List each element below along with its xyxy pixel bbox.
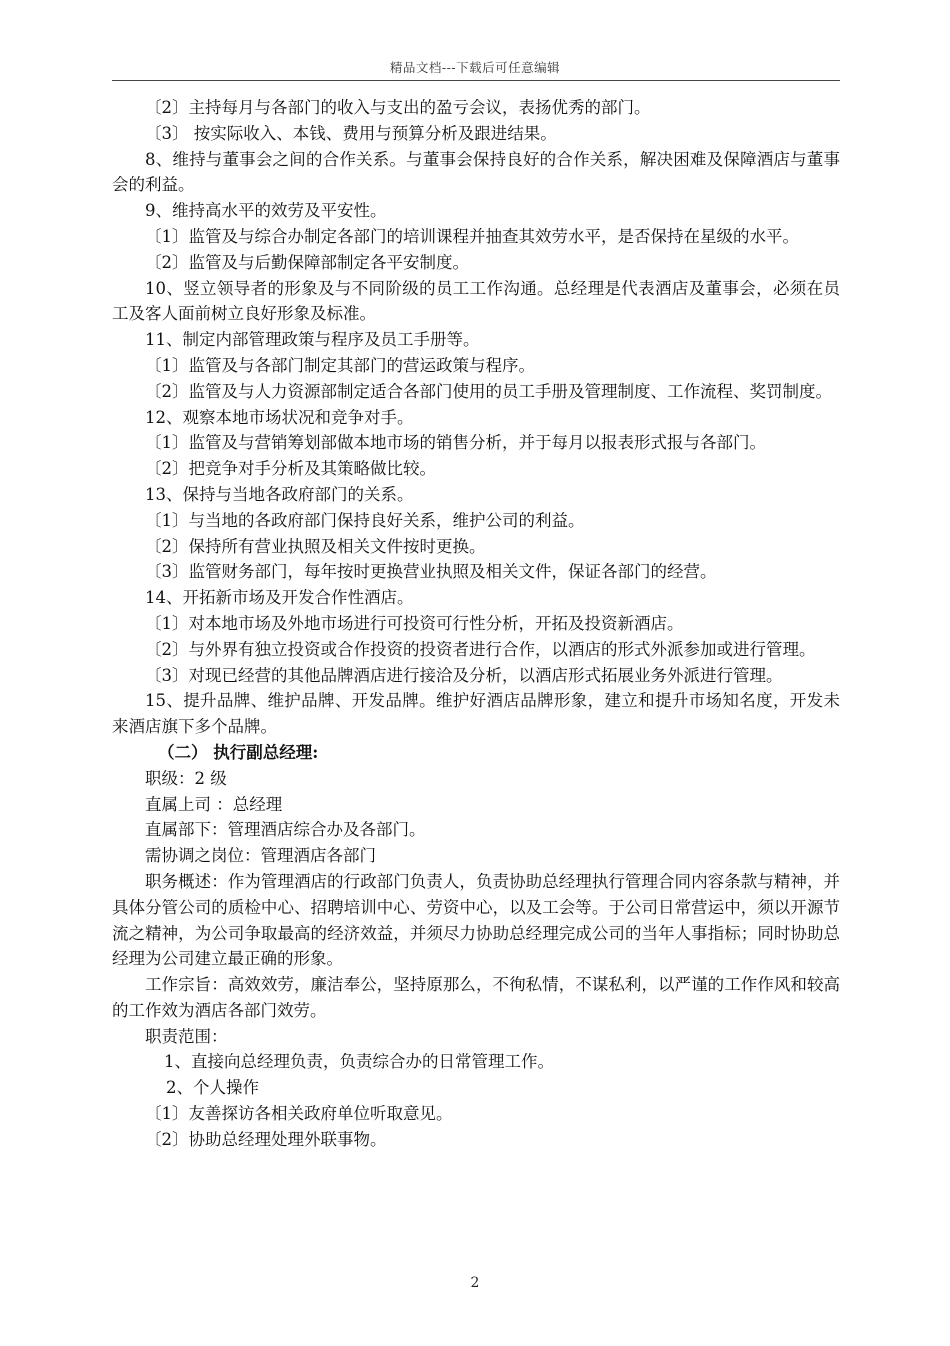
paragraph: 〔1〕监管及与各部门制定其部门的营运政策与程序。 <box>145 355 535 375</box>
paragraph: 直属部下：管理酒店综合办及各部门。 <box>145 820 426 840</box>
paragraph: 〔2〕保持所有营业执照及相关文件按时更换。 <box>145 536 486 556</box>
paragraph: 8、维持与董事会之间的合作关系。与董事会保持良好的合作关系，解决困难及保障酒店与董事会的利益。 <box>112 149 840 195</box>
paragraph: 10、竖立领导者的形象及与不同阶级的员工工作沟通。总经理是代表酒店及董事会，必须在员工及客人面前树立良好形象及标准。 <box>112 278 840 324</box>
page-number: 2 <box>470 1275 480 1291</box>
paragraph: 11、制定内部管理政策与程序及员工手册等。 <box>145 330 480 350</box>
paragraph: 工作宗旨：高效效劳，廉洁奉公，坚持原那么，不徇私情，不谋私利，以严谨的工作作风和较高的工作效为酒店各部门效劳。 <box>112 975 840 1020</box>
paragraph: 〔2〕协助总经理处理外联事物。 <box>145 1129 387 1149</box>
paragraph: 直属上司 ：总经理 <box>145 794 283 814</box>
document-body <box>112 95 840 1153</box>
paragraph: 〔3〕对现已经营的其他品牌酒店进行接洽及分析，以酒店形式拓展业务外派进行管理。 <box>145 665 783 685</box>
section-heading: （二） 执行副总经理: <box>158 742 319 762</box>
paragraph: 13、保持与当地各政府部门的关系。 <box>145 484 414 504</box>
paragraph: 〔1〕监管及与营销筹划部做本地市场的销售分析，并于每月以报表形式报与各部门。 <box>145 433 766 453</box>
page-header: 精品文档---下载后可任意编辑 <box>389 60 561 75</box>
paragraph: 〔2〕主持每月与各部门的收入与支出的盈亏会议，表扬优秀的部门。 <box>145 98 651 117</box>
paragraph: 12、观察本地市场状况和竞争对手。 <box>145 407 414 427</box>
paragraph: 〔1〕与当地的各政府部门保持良好关系，维护公司的利益。 <box>145 510 585 530</box>
paragraph: 〔3〕监管财务部门，每年按时更换营业执照及相关文件，保证各部门的经营。 <box>145 562 717 582</box>
paragraph: 〔3〕 按实际收入、本钱、费用与预算分析及跟进结果。 <box>145 123 557 143</box>
paragraph: 9、维持高水平的效劳及平安性。 <box>145 201 387 221</box>
paragraph: 需协调之岗位：管理酒店各部门 <box>145 846 376 866</box>
paragraph: 〔1〕友善探访各相关政府单位听取意见。 <box>145 1104 453 1124</box>
paragraph: 〔1〕对本地市场及外地市场进行可投资可行性分析，开拓及投资新酒店。 <box>145 613 684 633</box>
paragraph: 2、个人操作 <box>166 1078 259 1098</box>
paragraph: 〔2〕监管及与人力资源部制定适合各部门使用的员工手册及管理制度、工作流程、奖罚制度。 <box>145 381 832 401</box>
paragraph: 〔2〕监管及与后勤保障部制定各平安制度。 <box>145 252 469 272</box>
header-rule <box>112 80 840 81</box>
paragraph: 职级：2 级 <box>145 768 227 788</box>
paragraph: 职务概述：作为管理酒店的行政部门负责人，负责协助总经理执行管理合同内容条款与精神，并具体分管公司的质检中心、招聘培训中心、劳资中心，以及工会等。于公司日常营运中，须以开源节流之精神，为公司争取最高的经济效益，并须尽力协助总经理完成公司的当年人事指标；同时协助总经理为公司建立最正确的形象。 <box>112 871 840 969</box>
paragraph: 〔2〕把竞争对手分析及其策略做比较。 <box>145 459 436 479</box>
paragraph: 职责范围： <box>145 1026 228 1046</box>
paragraph: 〔2〕与外界有独立投资或合作投资的投资者进行合作，以酒店的形式外派参加或进行管理。 <box>145 639 816 659</box>
paragraph: 14、开拓新市场及开发合作性酒店。 <box>145 588 414 608</box>
paragraph: 〔1〕监管及与综合办制定各部门的培训课程并抽查其效劳水平，是否保持在星级的水平。 <box>145 226 799 246</box>
paragraph: 15、提升品牌、维护品牌、开发品牌。维护好酒店品牌形象，建立和提升市场知名度，开发未来酒店旗下多个品牌。 <box>112 691 840 737</box>
paragraph: 1、直接向总经理负责，负责综合办的日常管理工作。 <box>164 1052 554 1072</box>
